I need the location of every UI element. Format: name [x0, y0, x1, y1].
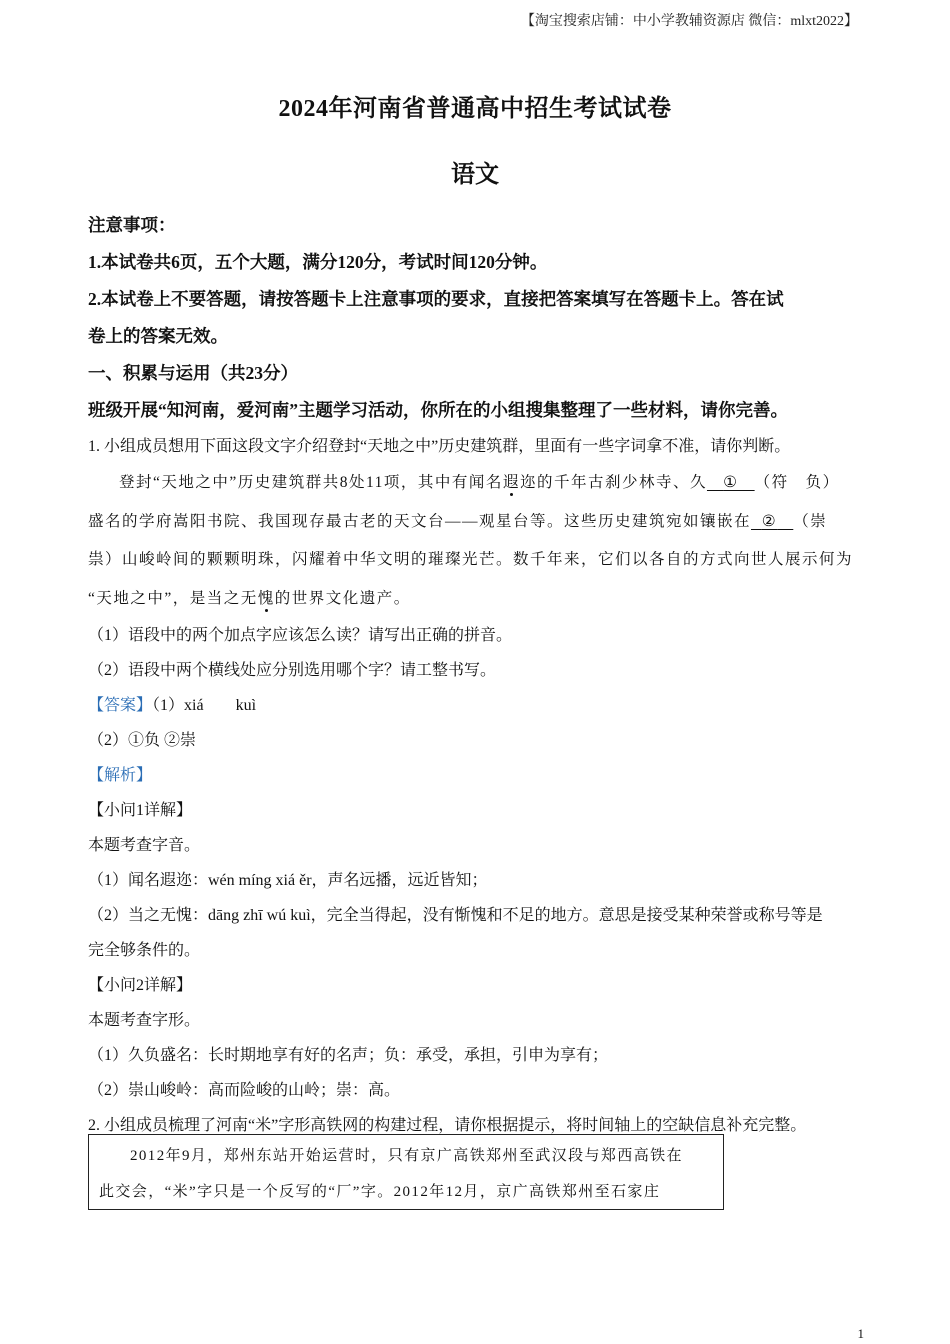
question-2-stem: 2. 小组成员梳理了河南“米”字形高铁网的构建过程，请你根据提示，将时间轴上的空缺信息补充完整。: [88, 1117, 807, 1134]
passage-text: 的世界文化遗产。: [274, 589, 411, 607]
passage-text: （崇: [793, 512, 828, 530]
detail-2-heading: 【小问2详解】: [88, 977, 193, 994]
notice-heading: 注意事项：: [88, 215, 176, 235]
dotted-char-1: 遐: [502, 474, 520, 491]
detail-1-intro: 本题考查字音。: [88, 837, 201, 854]
detail-2-item-1: （1）久负盛名：长时期地享有好的名声；负：承受，承担，引申为享有；: [88, 1047, 609, 1064]
question-1-sub-1: （1）语段中的两个加点字应该怎么读？请写出正确的拼音。: [88, 627, 513, 644]
passage-line-1: [88, 464, 863, 503]
blank-2: [751, 503, 793, 542]
detail-1-item-2-line-1: （2）当之无愧：dāng zhī wú kuì，完全当得起，没有惭愧和不足的地方。意思是接受某种荣誉或称号等是: [88, 907, 823, 924]
passage-text: 盛名的学府嵩阳书院、我国现存最古老的天文台——观星台等。这些历史建筑宛如镶嵌在: [88, 512, 752, 530]
question-1-sub-2: （2）语段中两个横线处应分别选用哪个字？请工整书写。: [88, 662, 497, 679]
blank-1-label: ①: [723, 474, 739, 491]
page-number: 1: [857, 1326, 864, 1341]
passage-text: 迩的千年古刹少林寺、久: [519, 474, 707, 491]
passage-text: 登封“天地之中”历史建筑群共8处11项，其中有闻名: [119, 474, 503, 491]
detail-1-item-1: （1）闻名遐迩：wén míng xiá ěr，声名远播，远近皆知；: [88, 872, 488, 889]
exam-subject: 语文: [451, 162, 499, 188]
section-1-intro: 班级开展“知河南，爱河南”主题学习活动，你所在的小组搜集整理了一些材料，请你完善。: [88, 400, 788, 420]
exam-title: 2024年河南省普通高中招生考试试卷: [278, 96, 672, 122]
notice-item-1: 1.本试卷共6页，五个大题，满分120分，考试时间120分钟。: [88, 252, 548, 272]
notice-item-2-line-2: 卷上的答案无效。: [88, 326, 228, 346]
analysis-label: 【解析】: [88, 767, 153, 784]
material-line-1: 2012年9月，郑州东站开始运营时，只有京广高铁郑州至武汉段与郑西高铁在: [130, 1148, 683, 1164]
notice-item-2-line-1: 2.本试卷上不要答题，请按答题卡上注意事项的要求，直接把答案填写在答题卡上。答在试: [88, 289, 784, 309]
passage-text: “天地之中”，是当之无: [88, 589, 258, 607]
section-1-heading: 一、积累与运用（共23分）: [88, 363, 298, 383]
question-2-material-box: [88, 1134, 724, 1210]
answer-line-2: （2）①负 ②崇: [88, 732, 197, 749]
answer-text-1: （1）xiá kuì: [152, 697, 257, 714]
blank-2-label: ②: [761, 512, 778, 530]
dotted-char-2: 愧: [257, 589, 275, 607]
material-line-2: 此交会，“米”字只是一个反写的“厂”字。2012年12月，京广高铁郑州至石家庄: [99, 1184, 661, 1200]
detail-1-item-2-line-2: 完全够条件的。: [88, 942, 201, 959]
passage-line-2: [88, 503, 863, 542]
shop-header-note: 【淘宝搜索店铺：中小学教辅资源店 微信：mlxt2022】: [520, 14, 858, 29]
passage-line-4: [88, 580, 863, 619]
detail-2-intro: 本题考查字形。: [88, 1012, 201, 1029]
exam-content: [88, 207, 863, 1143]
detail-2-item-2: （2）崇山峻岭：高而险峻的山岭；崇：高。: [88, 1082, 401, 1099]
answer-line-1: [88, 688, 863, 723]
passage-line-3: 祟）山峻岭间的颗颗明珠，闪耀着中华文明的璀璨光芒。数千年来，它们以各自的方式向世人展示何为: [88, 551, 854, 568]
blank-1: [707, 464, 755, 503]
question-1-stem: 1. 小组成员想用下面这段文字介绍登封“天地之中”历史建筑群，里面有一些字词拿不准，请你判断。: [88, 438, 791, 455]
detail-1-heading: 【小问1详解】: [88, 802, 193, 819]
answer-label: 【答案】: [88, 697, 153, 714]
passage-text: （符 负）: [754, 474, 840, 491]
